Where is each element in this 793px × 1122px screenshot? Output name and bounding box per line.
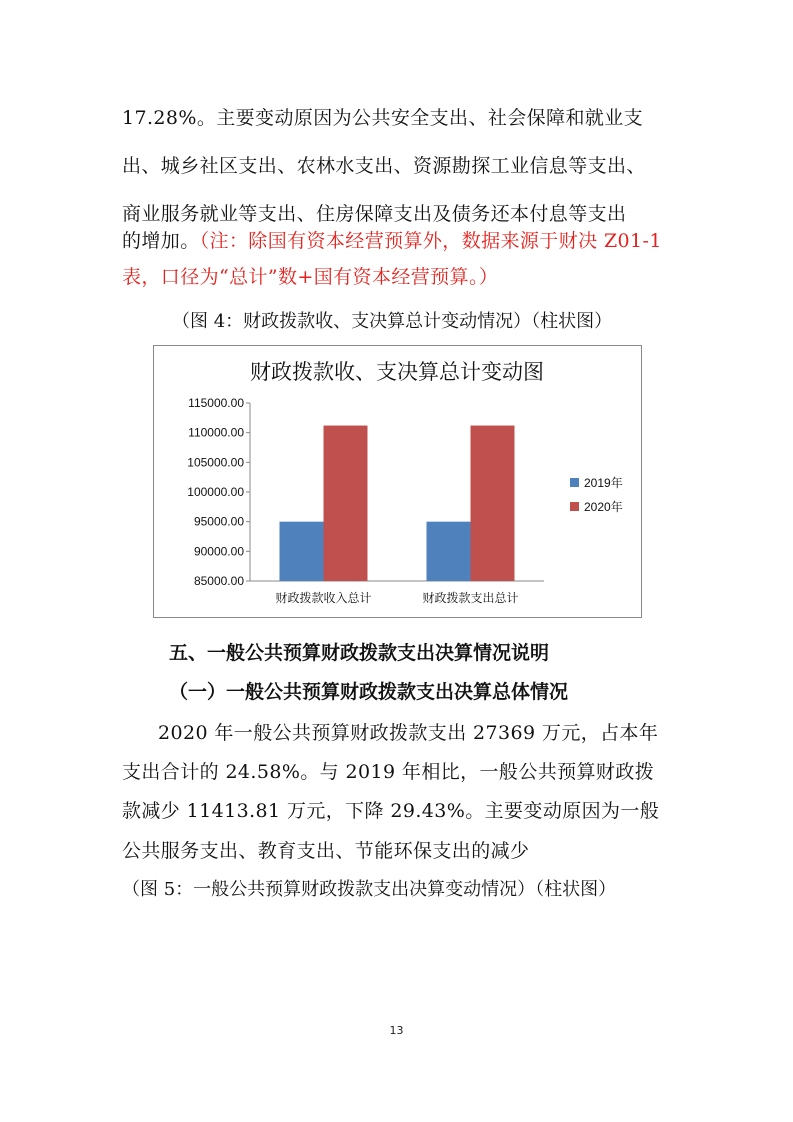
paragraph-line: 商业服务就业等支出、住房保障支出及债务还本付息等支出 — [122, 203, 627, 225]
bar-2019年-财政拨款收入总计 — [280, 522, 324, 581]
legend-label: 2020年 — [584, 500, 623, 514]
x-category-label: 财政拨款收入总计 — [275, 591, 372, 605]
paragraph-line: 出、城乡社区支出、农林水支出、资源勘探工业信息等支出、 — [122, 155, 646, 177]
figure-4-chart — [153, 345, 642, 618]
y-tick-label: 110000.00 — [188, 425, 244, 440]
paragraph-line: 公共服务支出、教育支出、节能环保支出的减少 — [122, 840, 530, 862]
paragraph-line: 2020 年一般公共预算财政拨款支出 27369 万元，占本年 — [158, 722, 659, 744]
y-tick-label: 105000.00 — [187, 455, 244, 470]
y-tick-label: 85000.00 — [193, 574, 244, 588]
section-5-1-heading: （一）一般公共预算财政拨款支出决算总体情况 — [169, 681, 569, 703]
y-tick-label: 100000.00 — [187, 485, 244, 499]
y-tick-label: 90000.00 — [193, 544, 244, 559]
paragraph-line-with-note — [122, 229, 662, 253]
legend-swatch — [570, 502, 579, 511]
y-tick-label: 115000.00 — [188, 396, 244, 410]
figure-5-caption: （图 5：一般公共预算财政拨款支出决算变动情况）（柱状图） — [122, 879, 617, 900]
paragraph-line: 款减少 11413.81 万元，下降 29.43%。主要变动原因为一般 — [122, 800, 660, 822]
bar-2019年-财政拨款支出总计 — [427, 522, 471, 581]
bar-2020年-财政拨款收入总计 — [324, 426, 368, 581]
y-tick-label: 95000.00 — [193, 514, 244, 529]
bar-2020年-财政拨款支出总计 — [471, 426, 515, 581]
chart-title: 财政拨款收、支决算总计变动图 — [250, 361, 544, 384]
legend-swatch — [570, 478, 579, 487]
paragraph-line: 17.28%。主要变动原因为公共安全支出、社会保障和就业支 — [122, 107, 644, 129]
bar-chart — [154, 346, 641, 617]
paragraph-line: 支出合计的 24.58%。与 2019 年相比，一般公共预算财政拨 — [122, 761, 655, 783]
page-number: 13 — [389, 1024, 404, 1037]
data-source-note-continued: 表，口径为“总计”数+国有资本经营预算。） — [122, 266, 499, 288]
x-category-label: 财政拨款支出总计 — [422, 591, 519, 605]
data-source-note: （注：除国有资本经营预算外，数据来源于财决 Z01-1 — [199, 230, 662, 252]
legend-label: 2019年 — [584, 476, 623, 490]
section-5-heading: 五、一般公共预算财政拨款支出决算情况说明 — [169, 642, 550, 664]
figure-4-caption: （图 4：财政拨款收、支决算总计变动情况）（柱状图） — [172, 311, 613, 332]
paragraph-text: 的增加。 — [122, 230, 200, 252]
